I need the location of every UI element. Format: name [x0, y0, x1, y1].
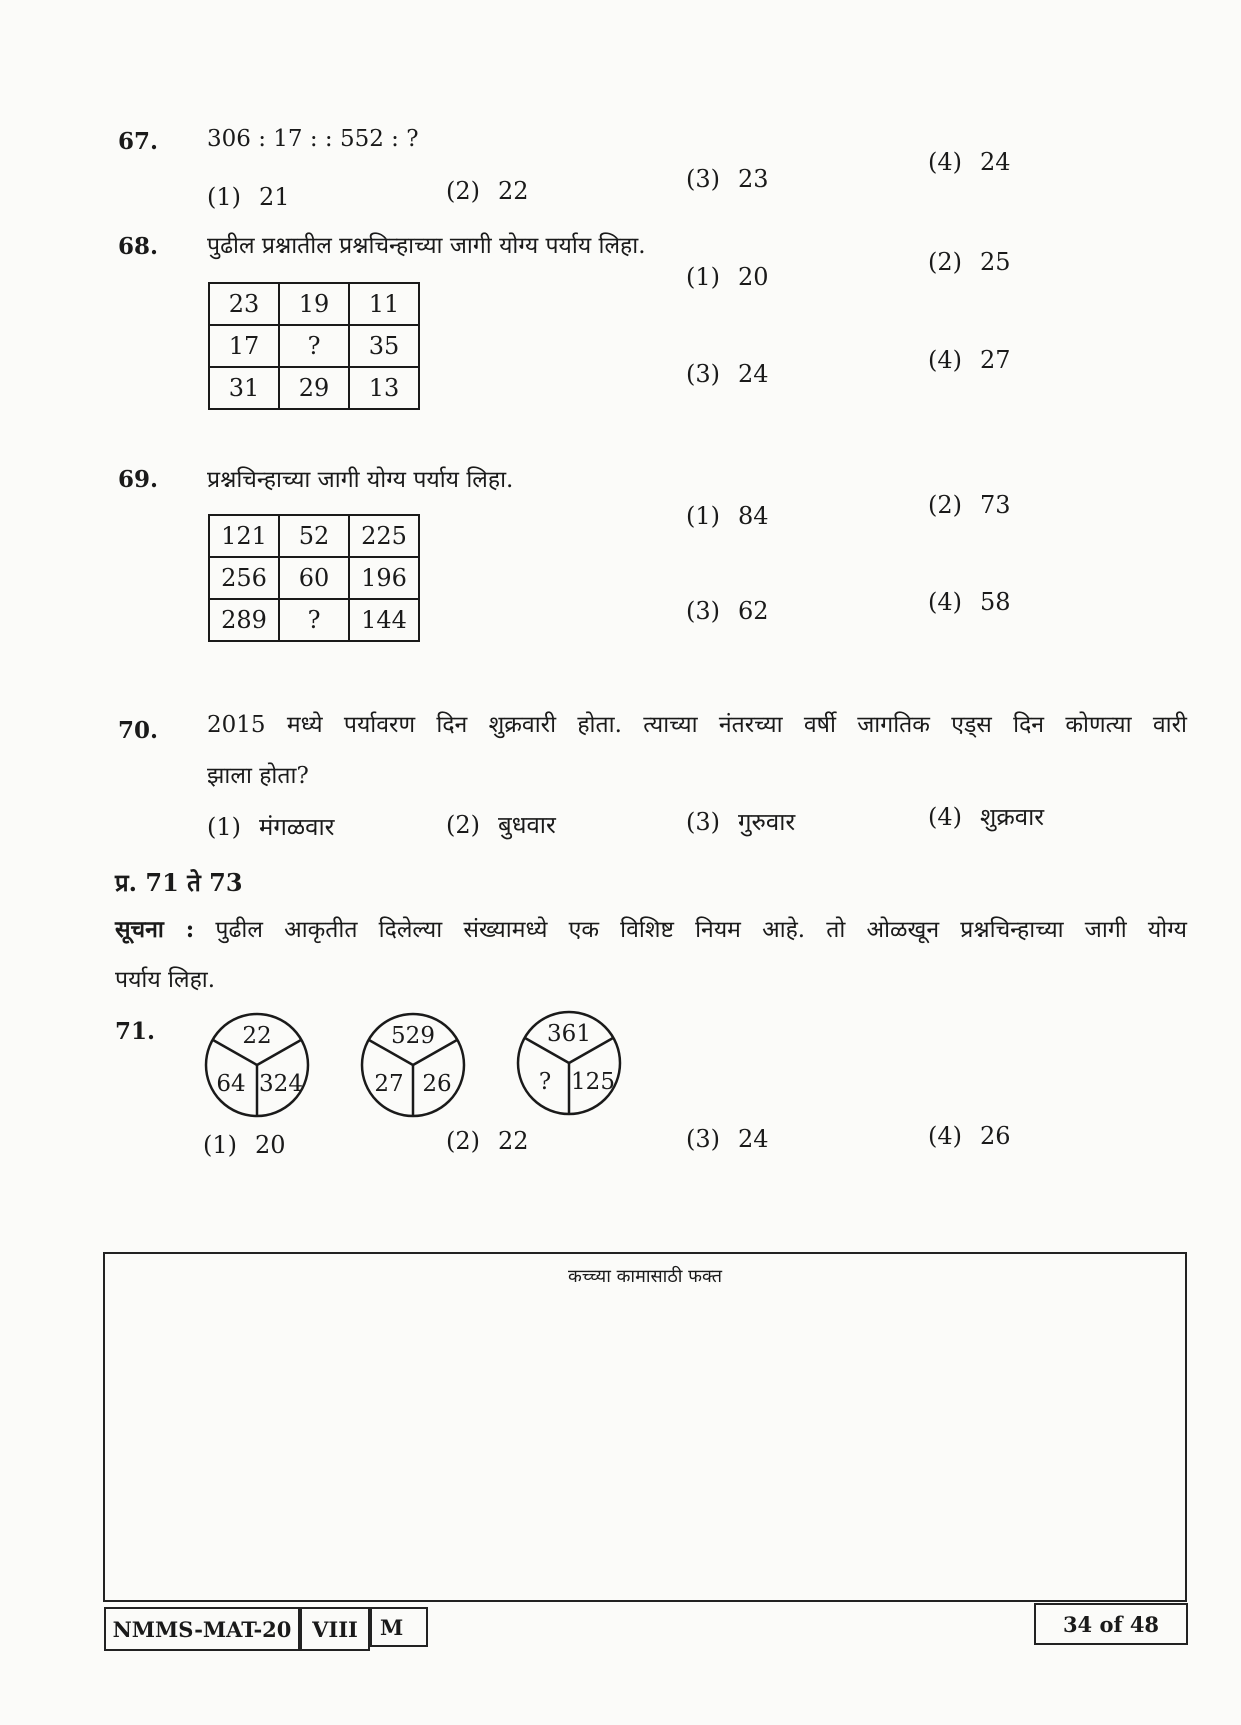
grid-cell: 52: [279, 515, 349, 557]
q71-option-3[interactable]: (3) 24: [686, 1125, 769, 1153]
q68-option-3[interactable]: (3) 24: [686, 360, 769, 388]
grid-cell: ?: [279, 325, 349, 367]
q68-option-2[interactable]: (2) 25: [928, 248, 1011, 276]
note-label: सूचना :: [115, 916, 195, 943]
rough-work-label: कच्च्या कामासाठी फक्त: [568, 1266, 722, 1287]
footer-page-number: 34 of 48: [1034, 1603, 1188, 1645]
circle-1-left: 64: [216, 1071, 246, 1097]
q70-option-1[interactable]: (1) मंगळवार: [207, 813, 335, 841]
question-number-70: 70.: [118, 717, 159, 744]
question-67-text: 306 : 17 : : 552 : ?: [207, 126, 419, 152]
q68-option-1[interactable]: (1) 20: [686, 263, 769, 291]
q67-option-4[interactable]: (4) 24: [928, 148, 1011, 176]
question-70-text-line1: 2015 मध्ये पर्यावरण दिन शुक्रवारी होता. त्याच्या नंतरच्या वर्षी जागतिक एड्स दिन कोणत्या वारी: [207, 712, 1187, 738]
grid-cell: ?: [279, 599, 349, 641]
q70-option-4[interactable]: (4) शुक्रवार: [928, 803, 1045, 831]
q67-option-3[interactable]: (3) 23: [686, 165, 769, 193]
question-number-67: 67.: [118, 128, 159, 155]
q71-option-4[interactable]: (4) 26: [928, 1122, 1011, 1150]
q69-option-4[interactable]: (4) 58: [928, 588, 1011, 616]
table-row: [209, 599, 419, 641]
circle-figure-3: [518, 1012, 620, 1114]
footer-class: VIII: [300, 1607, 370, 1651]
table-row: [209, 367, 419, 409]
section-note-line2: पर्याय लिहा.: [115, 967, 216, 993]
grid-cell: 29: [279, 367, 349, 409]
grid-cell: 13: [349, 367, 419, 409]
q70-option-2[interactable]: (2) बुधवार: [446, 811, 556, 839]
question-number-69: 69.: [118, 466, 159, 493]
table-row: [209, 325, 419, 367]
circle-3-top: 361: [547, 1021, 591, 1047]
section-heading: प्र. 71 ते 73: [115, 868, 243, 897]
grid-cell: 121: [209, 515, 279, 557]
circle-1-top: 22: [242, 1023, 272, 1049]
grid-cell: 289: [209, 599, 279, 641]
q69-option-2[interactable]: (2) 73: [928, 491, 1011, 519]
q71-option-2[interactable]: (2) 22: [446, 1127, 529, 1155]
footer-exam-code: NMMS-MAT-20: [104, 1607, 300, 1651]
table-row: [209, 283, 419, 325]
grid-cell: 144: [349, 599, 419, 641]
circle-3-left: ?: [538, 1069, 552, 1095]
question-70-text-line2: झाला होता?: [207, 763, 309, 789]
question-69-text: प्रश्नचिन्हाच्या जागी योग्य पर्याय लिहा.: [207, 467, 514, 493]
circle-1-right: 324: [259, 1071, 303, 1097]
grid-cell: 256: [209, 557, 279, 599]
note-text: पुढील आकृतीत दिलेल्या संख्यामध्ये एक विशिष्ट नियम आहे. तो ओळखून प्रश्नचिन्हाच्या जागी योग्य: [215, 917, 1187, 943]
circle-2-top: 529: [391, 1023, 435, 1049]
q69-option-1[interactable]: (1) 84: [686, 502, 769, 530]
grid-cell: 60: [279, 557, 349, 599]
q71-circle-figures: [195, 1005, 835, 1125]
q71-option-1[interactable]: (1) 20: [203, 1131, 286, 1159]
question-number-71: 71.: [115, 1018, 156, 1045]
section-note-line1: [115, 912, 1187, 944]
grid-cell: 225: [349, 515, 419, 557]
q67-option-1[interactable]: (1) 21: [207, 183, 290, 211]
grid-cell: 17: [209, 325, 279, 367]
circle-3-right: 125: [571, 1069, 615, 1095]
q68-option-4[interactable]: (4) 27: [928, 346, 1011, 374]
q67-option-2[interactable]: (2) 22: [446, 177, 529, 205]
grid-cell: 19: [279, 283, 349, 325]
grid-cell: 35: [349, 325, 419, 367]
grid-cell: 23: [209, 283, 279, 325]
q69-number-grid: [208, 514, 420, 642]
rough-work-box[interactable]: [103, 1252, 1187, 1602]
q69-option-3[interactable]: (3) 62: [686, 597, 769, 625]
footer-medium: M: [370, 1607, 428, 1647]
grid-cell: 31: [209, 367, 279, 409]
grid-cell: 11: [349, 283, 419, 325]
table-row: [209, 515, 419, 557]
question-number-68: 68.: [118, 233, 159, 260]
circle-2-left: 27: [374, 1071, 404, 1097]
circle-figure-1: [206, 1014, 308, 1116]
q70-option-3[interactable]: (3) गुरुवार: [686, 808, 796, 836]
circle-figure-2: [362, 1014, 464, 1116]
q68-number-grid: [208, 282, 420, 410]
question-68-text: पुढील प्रश्नातील प्रश्नचिन्हाच्या जागी योग्य पर्याय लिहा.: [207, 233, 646, 259]
grid-cell: 196: [349, 557, 419, 599]
table-row: [209, 557, 419, 599]
circle-2-right: 26: [422, 1071, 452, 1097]
